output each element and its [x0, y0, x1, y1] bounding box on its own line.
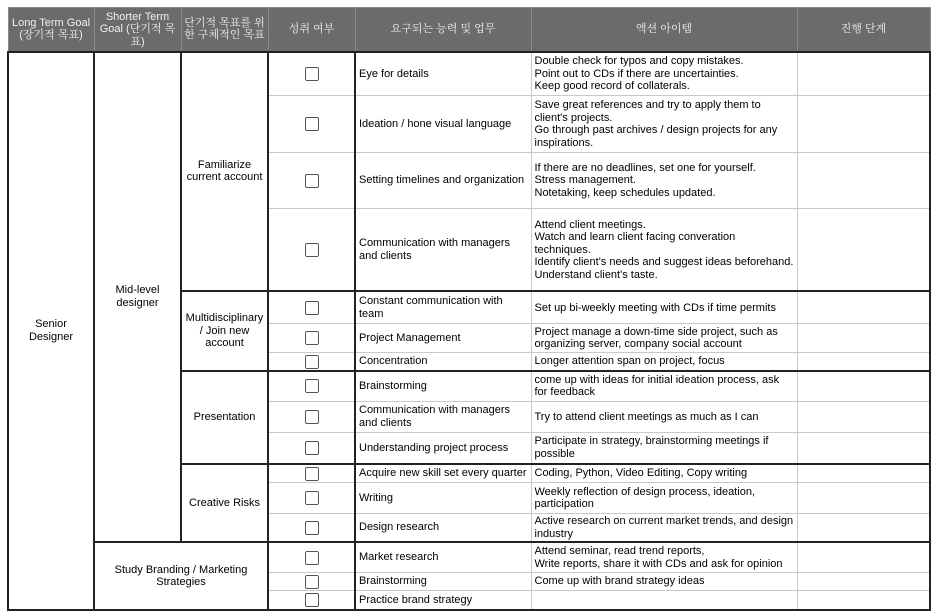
progress-cell[interactable] — [797, 209, 930, 292]
achieved-cell[interactable] — [268, 96, 355, 152]
skill-cell[interactable]: Market research — [355, 542, 531, 572]
progress-cell[interactable] — [797, 433, 930, 464]
achieved-cell[interactable] — [268, 353, 355, 371]
header-skills: 요구되는 능력 및 업무 — [355, 8, 531, 52]
skill-cell[interactable]: Brainstorming — [355, 573, 531, 591]
action-cell[interactable] — [531, 513, 797, 542]
action-cell[interactable] — [531, 483, 797, 513]
action-text: Project manage a down-time side project, such as organizing server, company social account — [534, 325, 778, 351]
progress-cell[interactable] — [797, 483, 930, 513]
skill-cell[interactable]: Practice brand strategy — [355, 591, 531, 610]
achieved-cell[interactable] — [268, 513, 355, 542]
achieved-cell[interactable] — [268, 433, 355, 464]
progress-cell[interactable] — [797, 324, 930, 353]
achieved-cell[interactable] — [268, 483, 355, 513]
shorter-goal-branding[interactable]: Study Branding / Marketing Strategies — [94, 542, 268, 610]
action-text: Save great references and try to apply them to client's projects. Go through past archives / design projects for any inspirations. — [534, 99, 778, 149]
progress-cell[interactable] — [797, 401, 930, 432]
achieved-cell[interactable] — [268, 464, 355, 483]
header-achieved: 성취 여부 — [268, 8, 355, 52]
progress-cell[interactable] — [797, 152, 930, 208]
header-row — [8, 8, 930, 52]
action-cell[interactable] — [531, 542, 797, 572]
checkbox[interactable] — [305, 243, 319, 257]
checkbox[interactable] — [305, 593, 319, 607]
long-term-goal-cell[interactable]: Senior Designer — [8, 52, 94, 611]
skill-cell[interactable]: Project Management — [355, 324, 531, 353]
achieved-cell[interactable] — [268, 591, 355, 610]
checkbox[interactable] — [305, 575, 319, 589]
progress-cell[interactable] — [797, 353, 930, 371]
progress-cell[interactable] — [797, 52, 930, 96]
skill-cell[interactable]: Concentration — [355, 353, 531, 371]
checkbox[interactable] — [305, 551, 319, 565]
action-text: Come up with brand strategy ideas — [534, 575, 705, 588]
skill-cell[interactable]: Communication with managers and clients — [355, 209, 531, 292]
action-cell[interactable] — [531, 591, 797, 610]
checkbox[interactable] — [305, 521, 319, 535]
skill-cell[interactable]: Acquire new skill set every quarter — [355, 464, 531, 483]
action-text: If there are no deadlines, set one for yourself. Stress management. Notetaking, keep schedules updated. — [534, 161, 756, 199]
checkbox[interactable] — [305, 355, 319, 369]
skill-cell[interactable]: Ideation / hone visual language — [355, 96, 531, 152]
group-creative-risks[interactable]: Creative Risks — [181, 464, 268, 543]
action-cell[interactable] — [531, 573, 797, 591]
header-action-items: 액션 아이템 — [531, 8, 797, 52]
action-cell[interactable] — [531, 433, 797, 464]
checkbox[interactable] — [305, 67, 319, 81]
progress-cell[interactable] — [797, 591, 930, 610]
header-long-term: Long Term Goal (장기적 목표) — [8, 8, 94, 52]
achieved-cell[interactable] — [268, 542, 355, 572]
table-row — [8, 542, 930, 572]
checkbox[interactable] — [305, 379, 319, 393]
checkbox[interactable] — [305, 467, 319, 481]
action-cell[interactable] — [531, 353, 797, 371]
progress-cell[interactable] — [797, 464, 930, 483]
action-cell[interactable] — [531, 291, 797, 323]
action-cell[interactable] — [531, 52, 797, 96]
progress-cell[interactable] — [797, 542, 930, 572]
action-text: Try to attend client meetings as much as I can — [534, 410, 759, 423]
achieved-cell[interactable] — [268, 324, 355, 353]
action-cell[interactable] — [531, 152, 797, 208]
achieved-cell[interactable] — [268, 291, 355, 323]
header-progress: 진행 단계 — [797, 8, 930, 52]
action-text: come up with ideas for initial ideation process, ask for feedback — [534, 373, 780, 399]
action-text: Attend seminar, read trend reports, Write reports, share it with CDs and ask for opinion — [534, 545, 783, 570]
skill-cell[interactable]: Writing — [355, 483, 531, 513]
achieved-cell[interactable] — [268, 371, 355, 401]
achieved-cell[interactable] — [268, 52, 355, 96]
group-multidisciplinary[interactable]: Multidisciplinary / Join new account — [181, 291, 268, 371]
action-text: Longer attention span on project, focus — [534, 355, 725, 368]
action-cell[interactable] — [531, 209, 797, 292]
header-specific-goal: 단기적 목표를 위한 구체적인 목표 — [181, 8, 268, 52]
achieved-cell[interactable] — [268, 573, 355, 591]
action-text: Weekly reflection of design process, ideation, participation — [534, 485, 756, 511]
checkbox[interactable] — [305, 174, 319, 188]
skill-cell[interactable]: Constant communication with team — [355, 291, 531, 323]
checkbox[interactable] — [305, 491, 319, 505]
progress-cell[interactable] — [797, 573, 930, 591]
checkbox[interactable] — [305, 331, 319, 345]
progress-cell[interactable] — [797, 291, 930, 323]
achieved-cell[interactable] — [268, 152, 355, 208]
action-text: Participate in strategy, brainstorming meetings if possible — [534, 435, 769, 460]
checkbox[interactable] — [305, 301, 319, 315]
group-familiarize[interactable]: Familiarize current account — [181, 52, 268, 292]
action-cell[interactable] — [531, 371, 797, 401]
action-text: Set up bi-weekly meeting with CDs if time permits — [534, 301, 776, 314]
goals-spreadsheet — [7, 7, 931, 611]
checkbox[interactable] — [305, 117, 319, 131]
action-cell[interactable] — [531, 401, 797, 432]
action-cell[interactable] — [531, 464, 797, 483]
checkbox[interactable] — [305, 441, 319, 455]
action-text: Double check for typos and copy mistakes. Point out to CDs if there are uncertainties. Keep good record of collaterals. — [534, 55, 744, 93]
progress-cell[interactable] — [797, 513, 930, 542]
action-cell[interactable] — [531, 324, 797, 353]
skill-cell[interactable]: Eye for details — [355, 52, 531, 96]
achieved-cell[interactable] — [268, 401, 355, 432]
achieved-cell[interactable] — [268, 209, 355, 292]
skill-cell[interactable]: Communication with managers and clients — [355, 401, 531, 432]
skill-cell[interactable]: Design research — [355, 513, 531, 542]
shorter-goal-mid-level[interactable]: Mid-level designer — [94, 52, 181, 543]
action-text: Coding, Python, Video Editing, Copy writing — [534, 467, 748, 480]
table-row — [8, 52, 930, 96]
progress-cell[interactable] — [797, 96, 930, 152]
action-text: Attend client meetings. Watch and learn client facing converation techniques. Identify client's needs and suggest ideas beforehand. Understand client's taste. — [534, 218, 794, 281]
action-cell[interactable] — [531, 96, 797, 152]
skill-cell[interactable]: Setting timelines and organization — [355, 152, 531, 208]
checkbox[interactable] — [305, 410, 319, 424]
header-shorter-term: Shorter Term Goal (단기적 목표) — [94, 8, 181, 52]
progress-cell[interactable] — [797, 371, 930, 401]
group-presentation[interactable]: Presentation — [181, 371, 268, 464]
skill-cell[interactable]: Brainstorming — [355, 371, 531, 401]
skill-cell[interactable]: Understanding project process — [355, 433, 531, 464]
action-text: Active research on current market trends, and design industry — [534, 515, 794, 540]
